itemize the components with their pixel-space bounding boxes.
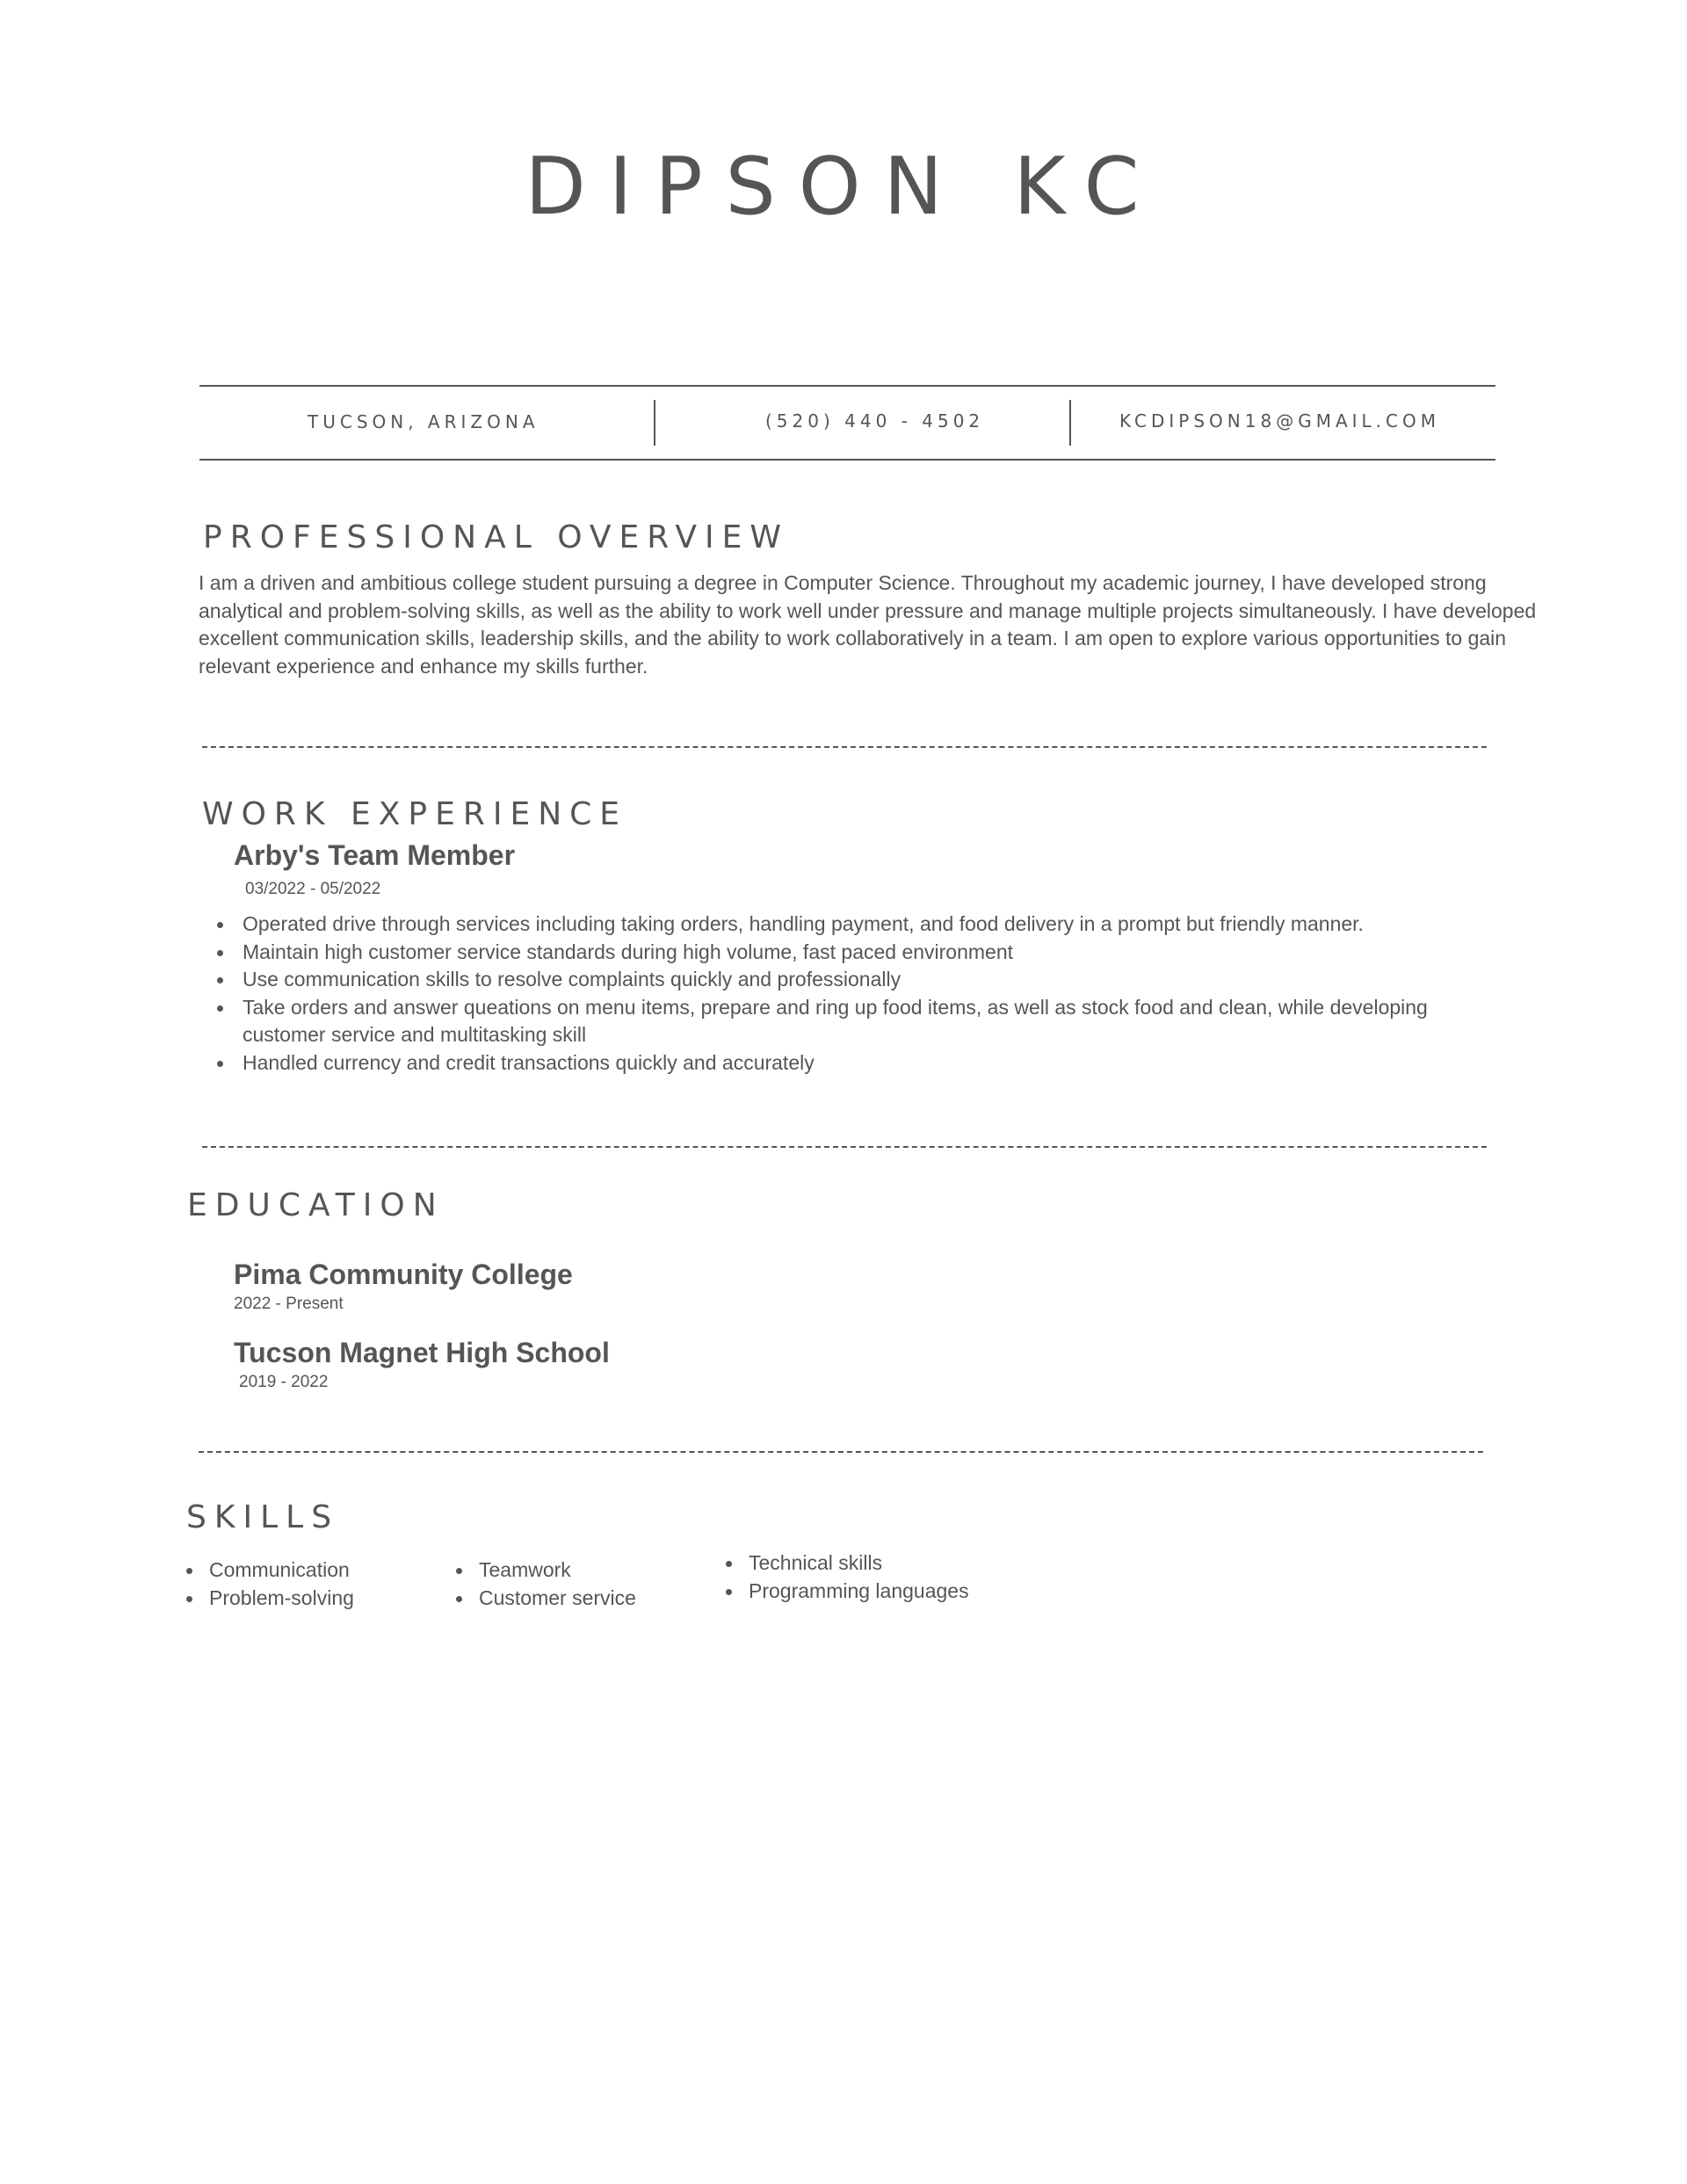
- job-title: Arby's Team Member: [234, 839, 516, 871]
- resume-name: DIPSON KC: [525, 141, 1162, 233]
- contact-location: TUCSON, ARIZONA: [308, 411, 539, 432]
- overview-text: I am a driven and ambitious college student pursuing a degree in Computer Science. Throughout my academic journey, I have developed strong analytical and problem-solving skills, as well as the ability to work well under pressure and manage multiple projects simultaneously. I have developed excellent communication skills, leadership skills, and the ability to work collaboratively in a team. I am open to explore various opportunities to gain relevant experience and enhance my skills further.: [199, 571, 1537, 678]
- skill-item: Technical skills: [726, 1549, 1025, 1578]
- school-dates: 2019 - 2022: [239, 1373, 329, 1391]
- contact-divider-1: [654, 400, 655, 446]
- job-dates: 03/2022 - 05/2022: [245, 880, 381, 898]
- contact-phone: (520) 440 - 4502: [765, 410, 985, 432]
- skill-item: Customer service: [456, 1585, 702, 1613]
- school-dates: 2022 - Present: [234, 1295, 344, 1313]
- experience-heading: WORK EXPERIENCE: [202, 796, 628, 832]
- education-heading: EDUCATION: [187, 1187, 445, 1223]
- contact-divider-2: [1069, 400, 1071, 446]
- contact-email: KCDIPSON18@GMAIL.COM: [1119, 410, 1440, 432]
- section-divider-3: [199, 1451, 1483, 1453]
- school-name: Pima Community College: [234, 1259, 573, 1290]
- school-name: Tucson Magnet High School: [234, 1337, 610, 1368]
- skills-column-1: [186, 1556, 415, 1612]
- skills-heading: SKILLS: [186, 1499, 340, 1535]
- section-divider-1: [202, 746, 1487, 748]
- overview-heading: PROFESSIONAL OVERVIEW: [203, 519, 789, 555]
- skill-item: Programming languages: [726, 1578, 1025, 1606]
- list-item: Maintain high customer service standards during high volume, fast paced environment: [199, 939, 1490, 967]
- contact-bottom-rule: [199, 459, 1495, 461]
- skill-item: Communication: [186, 1556, 415, 1585]
- job-bullets: [199, 911, 1490, 1077]
- list-item: Take orders and answer queations on menu items, prepare and ring up food items, as well as stock food and clean, while developing customer service and multitasking skill: [199, 994, 1490, 1049]
- skills-column-3: [726, 1549, 1025, 1605]
- skills-column-2: [456, 1556, 702, 1612]
- list-item: Use communication skills to resolve complaints quickly and professionally: [199, 966, 1490, 994]
- list-item: Handled currency and credit transactions quickly and accurately: [199, 1049, 1490, 1077]
- contact-top-rule: [199, 385, 1495, 387]
- section-divider-2: [202, 1146, 1487, 1148]
- list-item: Operated drive through services including taking orders, handling payment, and food delivery in a prompt but friendly manner.: [199, 911, 1490, 939]
- skill-item: Problem-solving: [186, 1585, 415, 1613]
- skill-item: Teamwork: [456, 1556, 702, 1585]
